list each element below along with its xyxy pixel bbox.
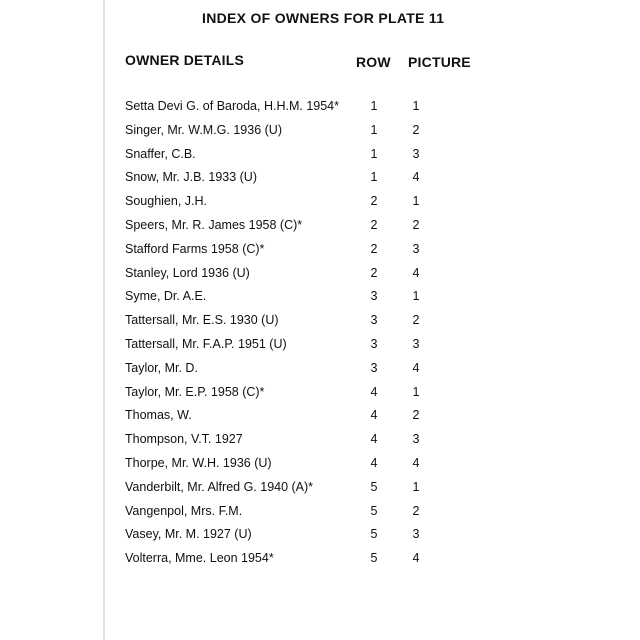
- list-item: [0, 550, 640, 574]
- owner-name: Stanley, Lord 1936 (U): [125, 265, 250, 280]
- row-number: 3: [370, 289, 378, 304]
- owner-name: Syme, Dr. A.E.: [125, 289, 207, 304]
- picture-number: 3: [412, 432, 420, 447]
- picture-header: PICTURE: [408, 54, 471, 70]
- row-number: 1: [370, 122, 378, 137]
- owner-name: Thorpe, Mr. W.H. 1936 (U): [125, 455, 272, 470]
- picture-number: 2: [412, 217, 420, 232]
- list-item: [0, 122, 640, 146]
- list-item: [0, 241, 640, 265]
- picture-number: 1: [412, 99, 420, 113]
- list-item: [0, 384, 640, 408]
- row-number: 4: [370, 408, 378, 423]
- row-number: 2: [370, 265, 378, 280]
- row-number: 1: [370, 170, 378, 185]
- owner-name: Speers, Mr. R. James 1958 (C)*: [125, 217, 303, 232]
- picture-number: 2: [412, 503, 420, 518]
- row-number: 3: [370, 336, 378, 351]
- list-item: [0, 217, 640, 241]
- owner-index-list: [0, 98, 640, 574]
- row-number: 1: [370, 99, 378, 113]
- page-title: INDEX OF OWNERS FOR PLATE 11: [202, 10, 445, 26]
- picture-number: 4: [412, 551, 420, 566]
- owner-name: Snaffer, C.B.: [125, 146, 196, 161]
- picture-number: 4: [412, 170, 420, 185]
- owner-name: Vangenpol, Mrs. F.M.: [125, 503, 243, 518]
- picture-number: 4: [412, 265, 420, 280]
- picture-number: 1: [412, 479, 420, 494]
- list-item: [0, 193, 640, 217]
- owner-name: Vanderbilt, Mr. Alfred G. 1940 (A)*: [125, 479, 314, 494]
- owner-name: Vasey, Mr. M. 1927 (U): [125, 527, 252, 542]
- list-item: [0, 479, 640, 503]
- list-item: [0, 431, 640, 455]
- row-number: 5: [370, 479, 378, 494]
- owner-name: Setta Devi G. of Baroda, H.H.M. 1954*: [125, 99, 339, 113]
- owner-name: Thomas, W.: [125, 408, 192, 423]
- picture-number: 3: [412, 241, 420, 256]
- row-number: 4: [370, 432, 378, 447]
- picture-number: 2: [412, 313, 420, 328]
- list-item: [0, 312, 640, 336]
- owner-name: Taylor, Mr. E.P. 1958 (C)*: [125, 384, 265, 399]
- list-item: [0, 169, 640, 193]
- row-number: 3: [370, 360, 378, 375]
- list-item: [0, 98, 640, 122]
- owner-name: Tattersall, Mr. E.S. 1930 (U): [125, 313, 279, 328]
- list-item: [0, 336, 640, 360]
- owner-name: Singer, Mr. W.M.G. 1936 (U): [125, 122, 282, 137]
- owner-name: Thompson, V.T. 1927: [125, 432, 243, 447]
- owner-name: Tattersall, Mr. F.A.P. 1951 (U): [125, 336, 287, 351]
- list-item: [0, 288, 640, 312]
- picture-number: 3: [412, 527, 420, 542]
- row-number: 3: [370, 313, 378, 328]
- list-item: [0, 503, 640, 527]
- picture-number: 2: [412, 122, 420, 137]
- row-number: 5: [370, 503, 378, 518]
- owner-details-header: OWNER DETAILS: [125, 52, 245, 68]
- row-number: 4: [370, 384, 378, 399]
- owner-name: Soughien, J.H.: [125, 194, 207, 209]
- owner-name: Volterra, Mme. Leon 1954*: [125, 551, 274, 566]
- row-number: 2: [370, 194, 378, 209]
- row-number: 5: [370, 527, 378, 542]
- list-item: [0, 360, 640, 384]
- row-number: 5: [370, 551, 378, 566]
- picture-number: 3: [412, 146, 420, 161]
- picture-number: 4: [412, 455, 420, 470]
- picture-number: 4: [412, 360, 420, 375]
- picture-number: 3: [412, 336, 420, 351]
- list-item: [0, 455, 640, 479]
- owner-name: Stafford Farms 1958 (C)*: [125, 241, 265, 256]
- list-item: [0, 526, 640, 550]
- row-number: 1: [370, 146, 378, 161]
- picture-number: 2: [412, 408, 420, 423]
- owner-name: Snow, Mr. J.B. 1933 (U): [125, 170, 257, 185]
- list-item: [0, 146, 640, 170]
- picture-number: 1: [412, 194, 420, 209]
- row-header: ROW: [356, 54, 391, 70]
- picture-number: 1: [412, 289, 420, 304]
- picture-number: 1: [412, 384, 420, 399]
- row-number: 4: [370, 455, 378, 470]
- row-number: 2: [370, 217, 378, 232]
- row-number: 2: [370, 241, 378, 256]
- owner-name: Taylor, Mr. D.: [125, 360, 198, 375]
- list-item: [0, 407, 640, 431]
- list-item: [0, 265, 640, 289]
